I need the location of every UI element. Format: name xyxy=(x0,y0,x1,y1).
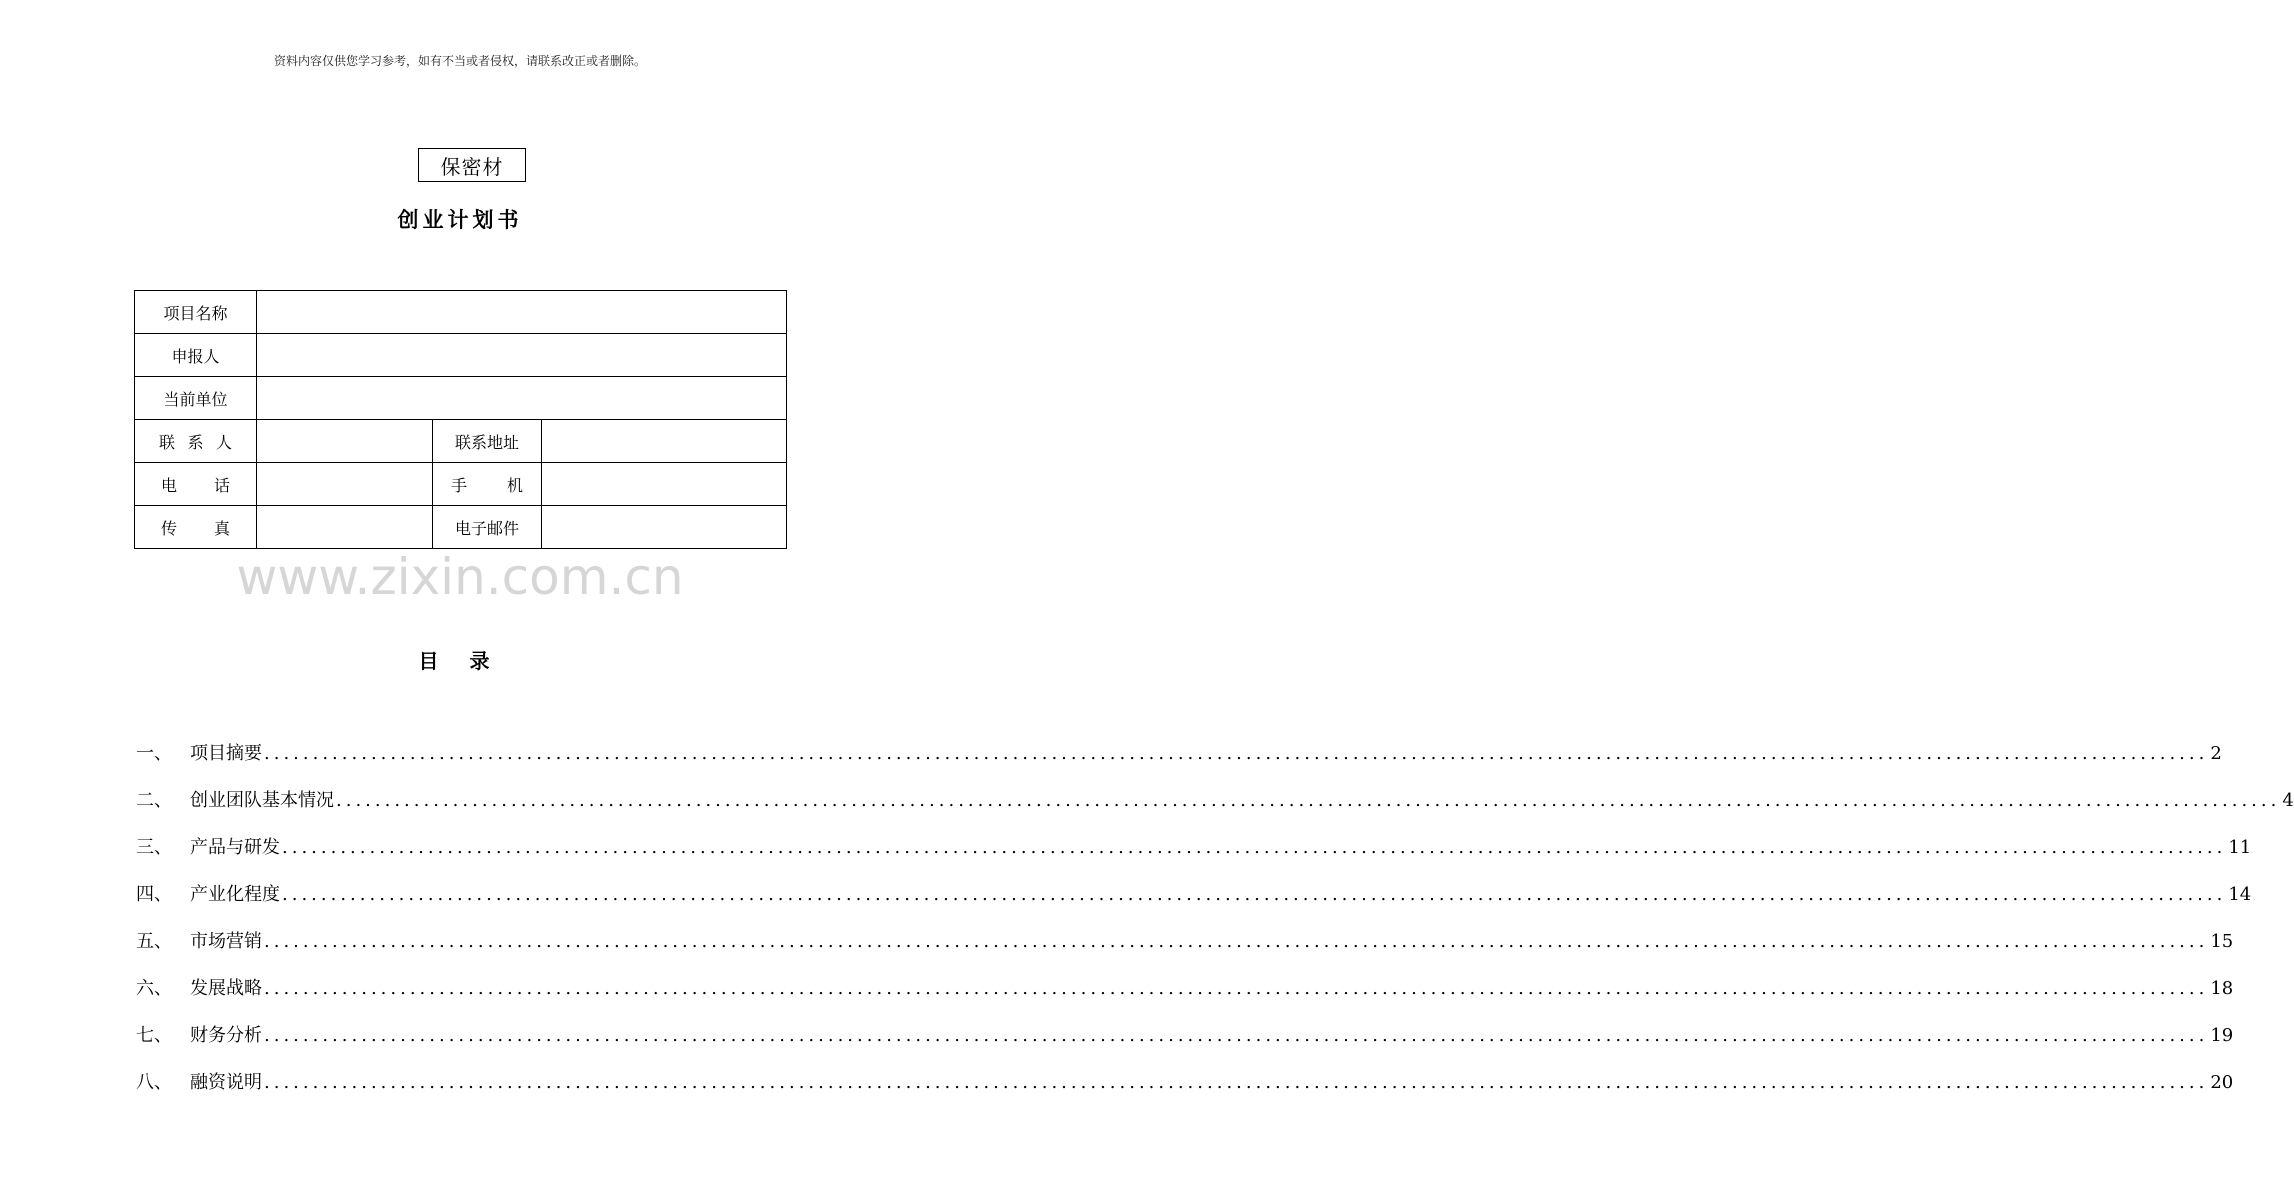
toc-item[interactable] xyxy=(136,772,2294,819)
mobile-char: 机 xyxy=(506,475,523,495)
toc-leader-dots: ........................................................................................................................................................................................................ xyxy=(264,743,2209,764)
toc-leader-dots: ........................................................................................................................................................................................................ xyxy=(282,884,2227,905)
toc-item-number: 七、 xyxy=(136,1025,172,1046)
contact-person-label xyxy=(135,420,257,463)
toc-item-label: 融资说明 xyxy=(190,1072,262,1093)
contact-person-field[interactable] xyxy=(257,420,433,463)
toc-leader-dots: ........................................................................................................................................................................................................ xyxy=(264,1025,2209,1046)
applicant-info-table xyxy=(134,290,787,549)
mobile-field[interactable] xyxy=(542,463,787,506)
toc-item-page: 4 xyxy=(2282,790,2294,811)
phone-char: 话 xyxy=(213,475,230,495)
email-field[interactable] xyxy=(542,506,787,549)
toc-item-page: 15 xyxy=(2210,931,2234,952)
toc-item-label: 市场营销 xyxy=(190,931,262,952)
table-row xyxy=(135,506,787,549)
toc-item-page: 11 xyxy=(2228,837,2252,858)
toc-item-label: 财务分析 xyxy=(190,1025,262,1046)
toc-item[interactable] xyxy=(136,1007,2234,1054)
toc-item-number: 八、 xyxy=(136,1072,172,1093)
toc-title: 目 录 xyxy=(418,649,502,673)
email-label: 电子邮件 xyxy=(433,506,542,549)
toc-item-label: 产业化程度 xyxy=(190,884,280,905)
toc-item[interactable] xyxy=(136,866,2252,913)
contact-address-label: 联系地址 xyxy=(433,420,542,463)
contact-address-field[interactable] xyxy=(542,420,787,463)
table-row xyxy=(135,291,787,334)
applicant-label: 申报人 xyxy=(135,334,257,377)
toc-item-label: 产品与研发 xyxy=(190,837,280,858)
toc-item[interactable] xyxy=(136,725,2222,772)
toc-item[interactable] xyxy=(136,819,2252,866)
toc-item[interactable] xyxy=(136,913,2234,960)
fax-char: 传 xyxy=(161,518,178,538)
toc-item-number: 五、 xyxy=(136,931,172,952)
phone-char: 电 xyxy=(161,475,178,495)
toc-item[interactable] xyxy=(136,960,2234,1007)
toc-item-number: 三、 xyxy=(136,837,172,858)
table-row xyxy=(135,420,787,463)
classification-box xyxy=(418,148,526,182)
table-row xyxy=(135,377,787,420)
table-of-contents xyxy=(136,725,2294,1101)
toc-item-page: 18 xyxy=(2210,978,2234,999)
current-unit-field[interactable] xyxy=(257,377,787,420)
toc-item-number: 一、 xyxy=(136,743,172,764)
fax-label xyxy=(135,506,257,549)
project-name-label: 项目名称 xyxy=(135,291,257,334)
toc-item-label: 发展战略 xyxy=(190,978,262,999)
contact-person-char: 系 xyxy=(187,432,204,452)
phone-label xyxy=(135,463,257,506)
fax-field[interactable] xyxy=(257,506,433,549)
toc-item[interactable] xyxy=(136,1054,2234,1101)
document-title: 创业计划书 xyxy=(397,207,523,232)
toc-leader-dots: ........................................................................................................................................................................................................ xyxy=(264,931,2209,952)
toc-item-page: 2 xyxy=(2210,743,2222,764)
toc-item-label: 项目摘要 xyxy=(190,743,262,764)
toc-item-page: 19 xyxy=(2210,1025,2234,1046)
contact-person-char: 联 xyxy=(159,432,176,452)
toc-item-number: 六、 xyxy=(136,978,172,999)
applicant-field[interactable] xyxy=(257,334,787,377)
toc-leader-dots: ........................................................................................................................................................................................................ xyxy=(282,837,2227,858)
phone-field[interactable] xyxy=(257,463,433,506)
toc-leader-dots: ........................................................................................................................................................................................................ xyxy=(264,1072,2209,1093)
header-disclaimer: 资料内容仅供您学习参考，如有不当或者侵权，请联系改正或者删除。 xyxy=(273,54,646,68)
toc-item-number: 二、 xyxy=(136,790,172,811)
project-name-field[interactable] xyxy=(257,291,787,334)
toc-leader-dots: ........................................................................................................................................................................................................ xyxy=(264,978,2209,999)
current-unit-label: 当前单位 xyxy=(135,377,257,420)
watermark: www.zixin.com.cn xyxy=(236,548,684,606)
toc-leader-dots: ........................................................................................................................................................................................................ xyxy=(336,790,2281,811)
toc-item-label: 创业团队基本情况 xyxy=(190,790,334,811)
contact-person-char: 人 xyxy=(215,432,232,452)
classification-label: 保密材 xyxy=(440,154,504,179)
toc-item-page: 20 xyxy=(2210,1072,2234,1093)
toc-item-page: 14 xyxy=(2228,884,2252,905)
table-row xyxy=(135,463,787,506)
fax-char: 真 xyxy=(213,518,230,538)
mobile-label xyxy=(433,463,542,506)
toc-item-number: 四、 xyxy=(136,884,172,905)
mobile-char: 手 xyxy=(451,475,468,495)
table-row xyxy=(135,334,787,377)
